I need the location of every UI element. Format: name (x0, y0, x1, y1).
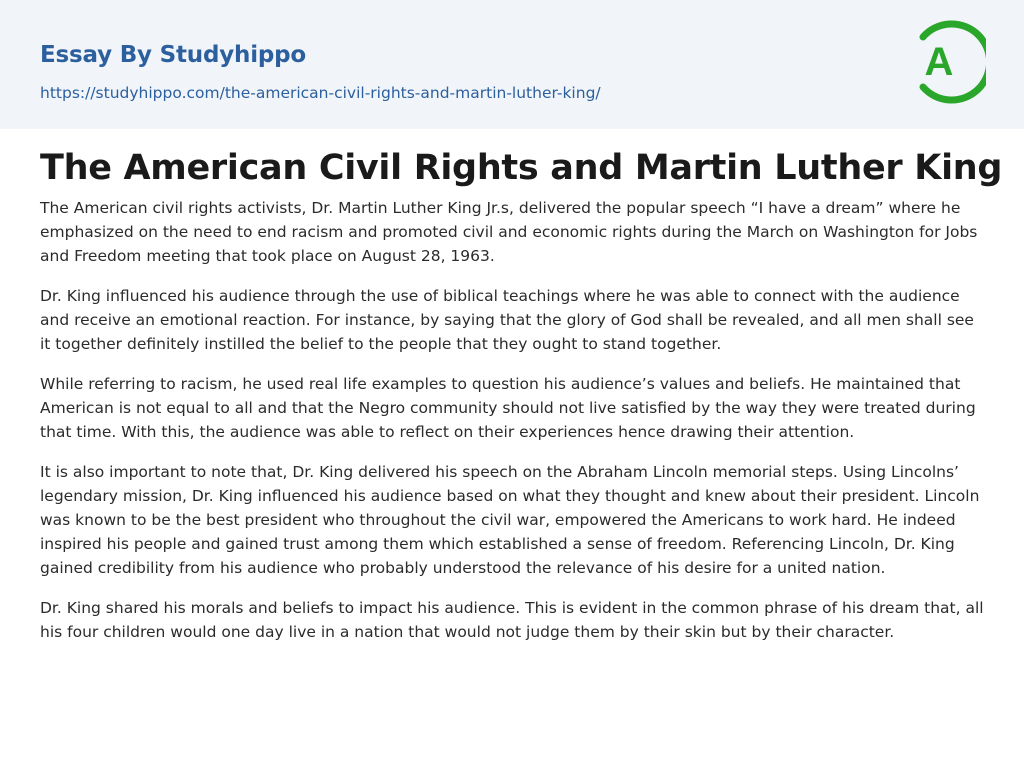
article-paragraph-5: Dr. King shared his morals and beliefs to impact his audience. This is evident in the common phrase of his dream that, all his four children would one day live in a nation that would not judge them by their skin but by their character. (40, 599, 984, 641)
site-header (0, 0, 1024, 129)
essay-url-link[interactable]: https://studyhippo.com/the-american-civil-rights-and-martin-luther-king/ (40, 84, 601, 102)
logo-ring-icon[interactable] (912, 19, 986, 105)
article-content (0, 129, 1024, 644)
article-paragraph-3: While referring to racism, he used real life examples to question his audience’s values and beliefs. He maintained that American is not equal to all and that the Negro community should not live satisfied by the way they were treated during that time. With this, the audience was able to reflect on their experiences hence drawing their attention. (40, 375, 976, 441)
site-brand[interactable]: Essay By Studyhippo (40, 42, 307, 68)
article-paragraph-1: The American civil rights activists, Dr. Martin Luther King Jr.s, delivered the popular speech “I have a dream” where he emphasized on the need to end racism and promoted civil and economic rights during the March on Washington for Jobs and Freedom meeting that took place on August 28, 1963. (40, 199, 978, 265)
article-title: The American Civil Rights and Martin Luther King (40, 148, 1003, 188)
logo-letter: A (924, 40, 954, 84)
article-paragraph-4: It is also important to note that, Dr. King delivered his speech on the Abraham Lincoln memorial steps. Using Lincolns’ legendary mission, Dr. King influenced his audience based on what they thought and knew about their president. Lincoln was known to be the best president who throughout the civil war, empowered the Americans to work hard. He indeed inspired his people and gained trust among them which established a sense of freedom. Referencing Lincoln, Dr. King gained credibility from his audience who probably understood the relevance of his desire for a united nation. (40, 463, 980, 577)
article-paragraph-2: Dr. King influenced his audience through the use of biblical teachings where he was able to connect with the audience and receive an emotional reaction. For instance, by saying that the glory of God shall be revealed, and all men shall see it together definitely instilled the belief to the people that they ought to stand together. (40, 287, 974, 353)
